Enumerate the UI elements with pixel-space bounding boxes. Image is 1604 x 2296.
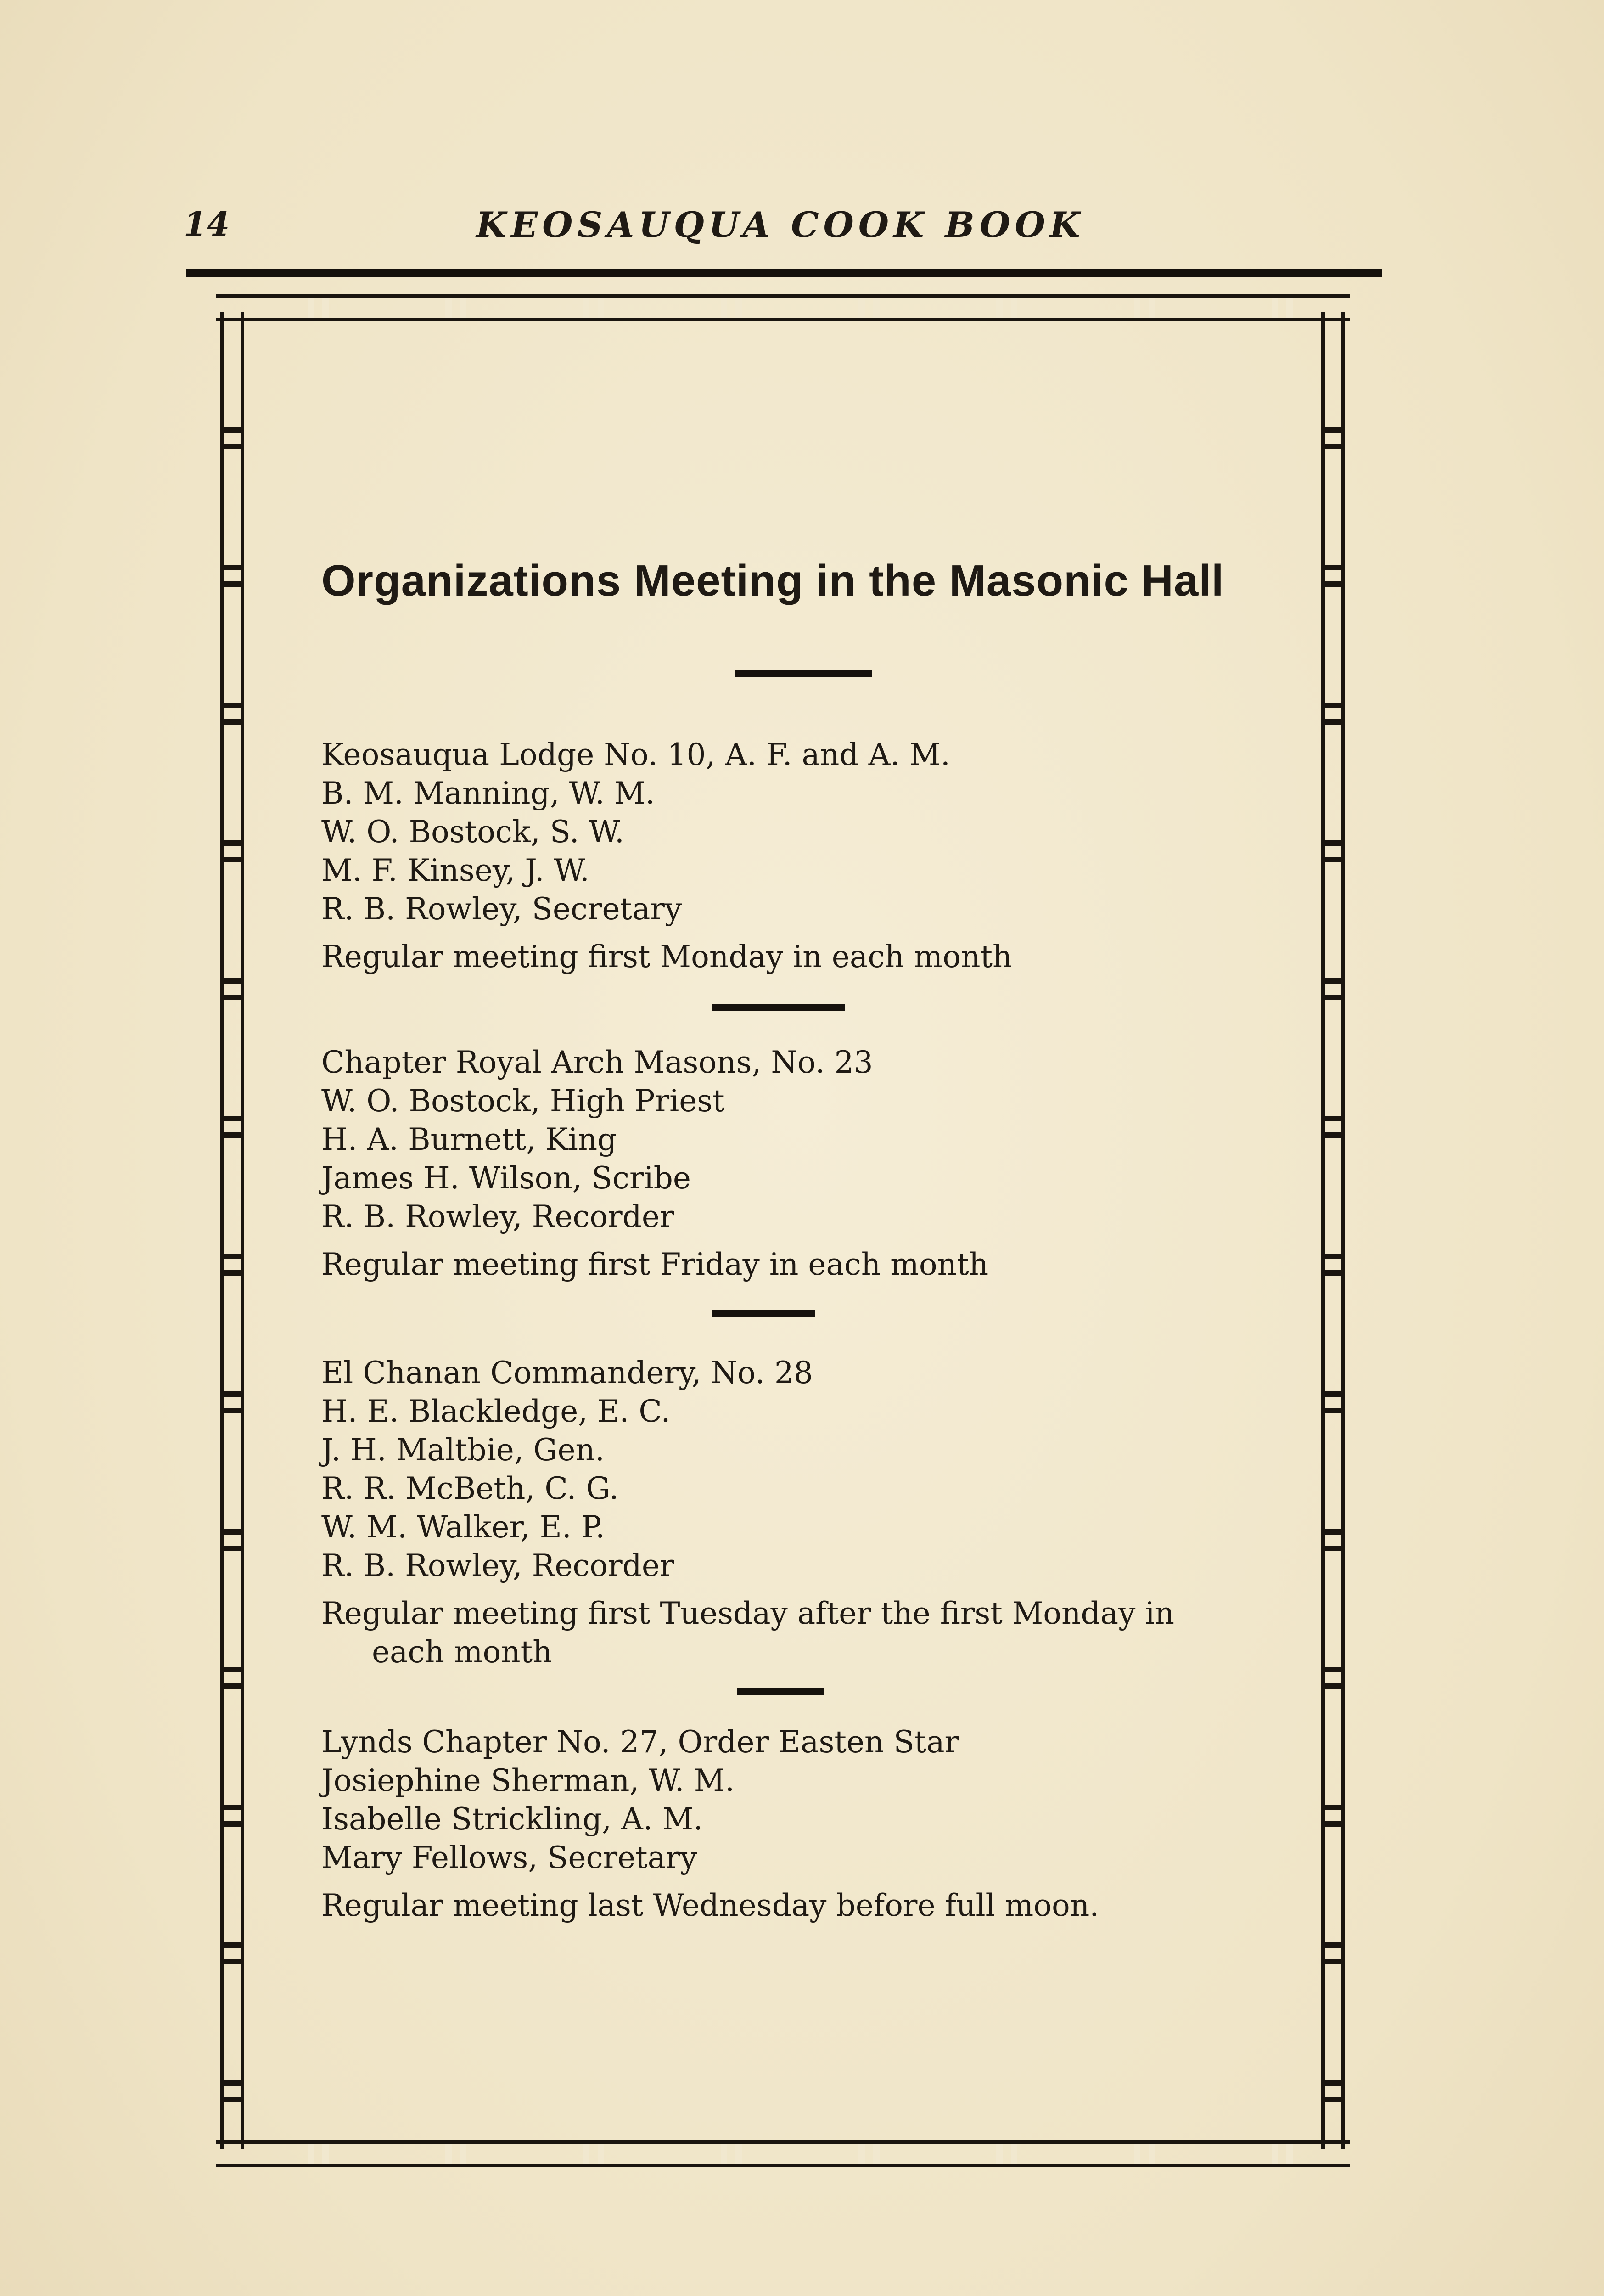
meeting-note-continued: each month	[372, 1634, 552, 1670]
officer: M. F. Kinsey, J. W.	[321, 853, 589, 888]
officer: Isabelle Strickling, A. M.	[321, 1801, 703, 1837]
officer: R. B. Rowley, Recorder	[321, 1199, 674, 1234]
officer: B. M. Manning, W. M.	[321, 776, 655, 811]
org-keosauqua-lodge	[321, 736, 1285, 976]
officer: W. O. Bostock, High Priest	[321, 1083, 725, 1119]
meeting-note: Regular meeting last Wednesday before full moon.	[321, 1888, 1099, 1923]
section-divider	[735, 670, 872, 677]
page-content	[321, 556, 1285, 1925]
officer: James H. Wilson, Scribe	[321, 1160, 691, 1196]
page-number: 14	[184, 204, 230, 243]
meeting-note: Regular meeting first Friday in each month	[321, 1247, 989, 1282]
header-rule	[186, 269, 1382, 277]
org-name: Keosauqua Lodge No. 10, A. F. and A. M.	[321, 737, 950, 772]
border-left	[220, 312, 244, 2149]
officer: Josiephine Sherman, W. M.	[321, 1763, 735, 1798]
org-el-chanan-commandery	[321, 1354, 1285, 1671]
meeting-note: Regular meeting first Tuesday after the first Monday in	[321, 1596, 1175, 1631]
officer: R. B. Rowley, Recorder	[321, 1548, 674, 1583]
section-divider	[712, 1310, 815, 1317]
org-name: Chapter Royal Arch Masons, No. 23	[321, 1045, 873, 1080]
officer: W. M. Walker, E. P.	[321, 1509, 605, 1545]
org-royal-arch-chapter	[321, 1043, 1285, 1284]
officer: Mary Fellows, Secretary	[321, 1840, 697, 1875]
officer: R. B. Rowley, Secretary	[321, 891, 682, 927]
border-top	[216, 294, 1350, 321]
org-name: Lynds Chapter No. 27, Order Easten Star	[321, 1724, 959, 1760]
org-name: El Chanan Commandery, No. 28	[321, 1355, 813, 1390]
section-divider	[737, 1688, 824, 1695]
officer: H. E. Blackledge, E. C.	[321, 1394, 671, 1429]
border-right	[1321, 312, 1345, 2149]
book-title: KEOSAUQUA COOK BOOK	[476, 204, 1085, 245]
officer: H. A. Burnett, King	[321, 1122, 617, 1157]
page-heading: Organizations Meeting in the Masonic Hall	[321, 556, 1224, 605]
officer: R. R. McBeth, C. G.	[321, 1471, 619, 1506]
org-lynds-chapter	[321, 1723, 1285, 1925]
running-head	[184, 204, 1377, 250]
section-divider	[712, 1004, 845, 1011]
meeting-note: Regular meeting first Monday in each month	[321, 939, 1012, 974]
border-bottom	[216, 2140, 1350, 2167]
officer: W. O. Bostock, S. W.	[321, 814, 624, 850]
officer: J. H. Maltbie, Gen.	[321, 1432, 605, 1468]
